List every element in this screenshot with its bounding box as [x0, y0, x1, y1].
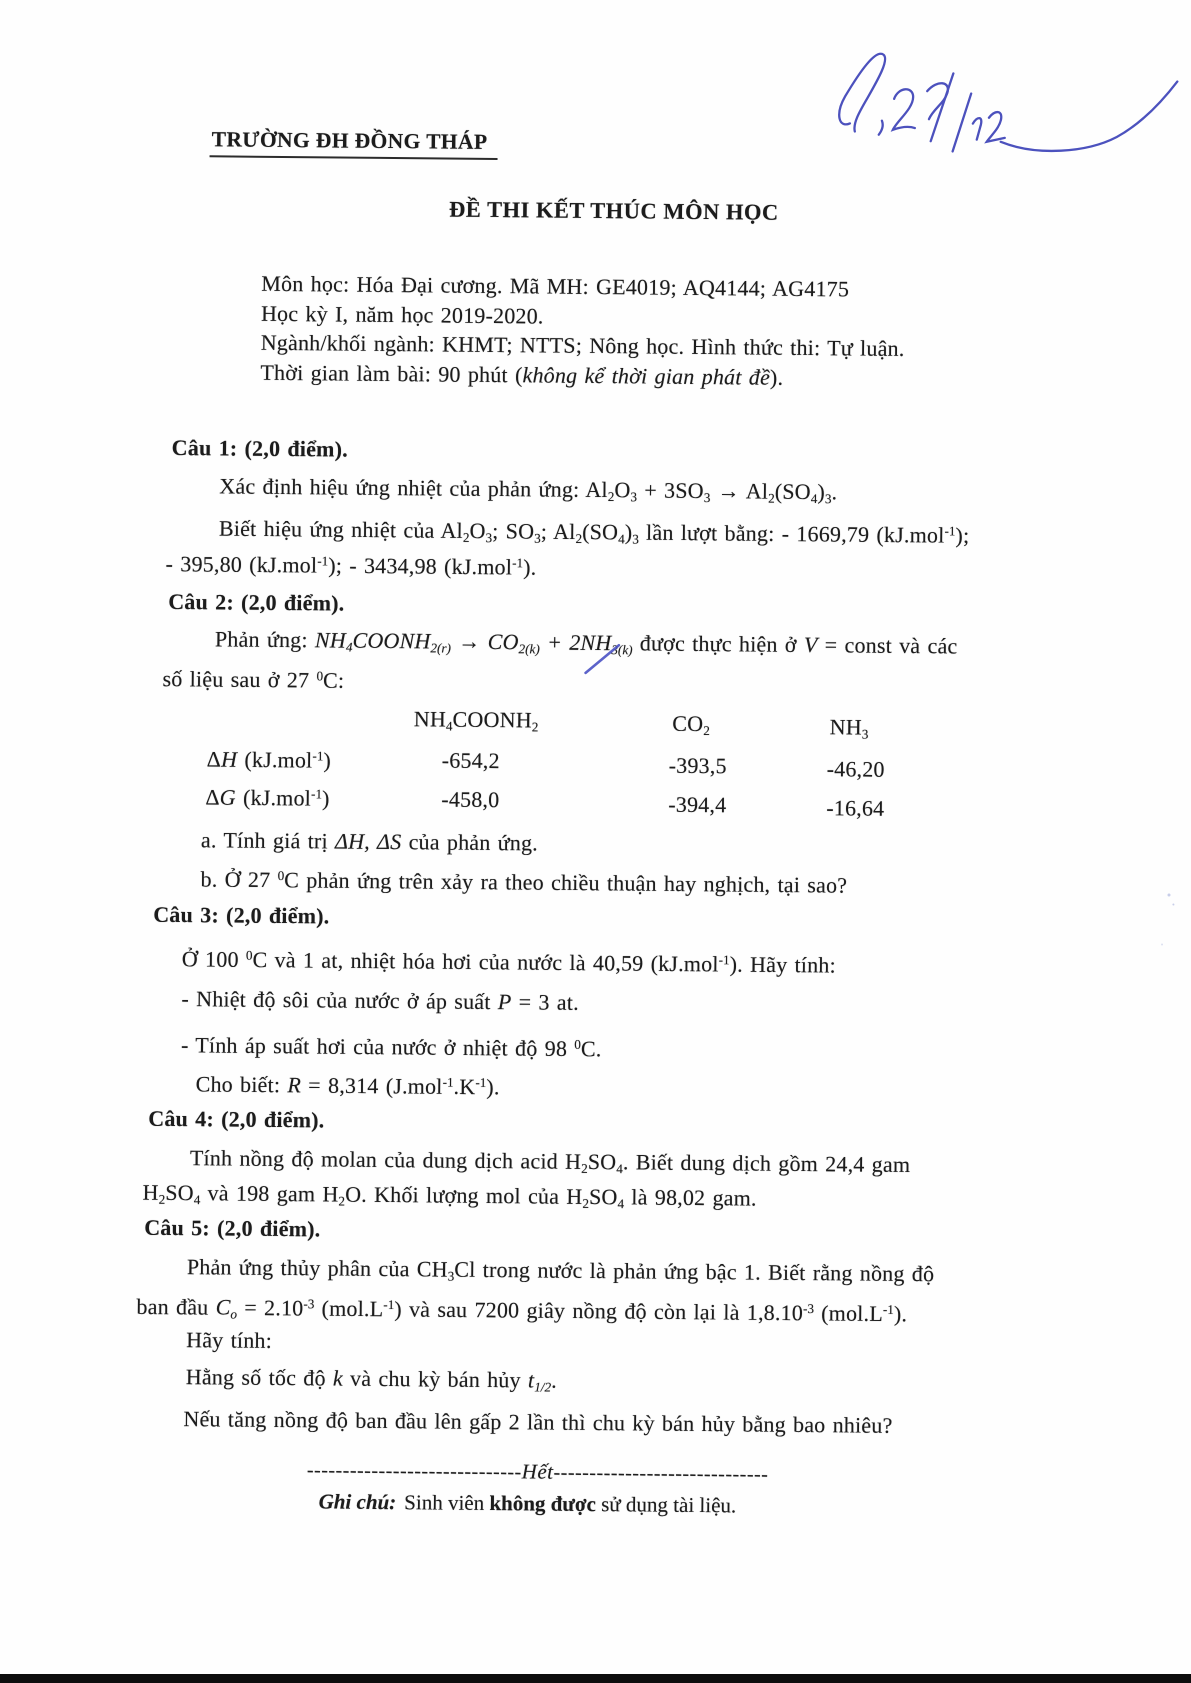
divider-dashes: ------------------------------ — [306, 1459, 522, 1484]
exam-title: ĐỀ THI KẾT THÚC MÔN HỌC — [448, 196, 779, 225]
school-name: TRƯỜNG ĐH ĐỒNG THÁP — [210, 127, 498, 160]
table-cell: -393,5 — [668, 752, 727, 779]
table-col-header: $NH_3$ — [829, 714, 869, 742]
signature-stroke — [987, 112, 1005, 142]
exam-note — [319, 1489, 737, 1518]
signature-stroke — [893, 89, 915, 130]
question-heading: Câu 2: (2,0 điểm). — [168, 588, 345, 616]
question-line: Ở 100 $^0$C và 1 at, nhiệt hóa hơi của nước là 40,59 (kJ.mol$^{-1}$). Hãy tính: — [181, 946, 836, 978]
info-line-subject: Môn học: Hóa Đại cương. Mã MH: GE4019; AQ4144; AG4175 — [261, 270, 850, 302]
table-cell: -458,0 — [441, 786, 500, 813]
question-line: - 395,80 (kJ.mol$^{-1}$); - 3434,98 (kJ.mol$^{-1}$). — [165, 551, 537, 580]
signature-stroke — [953, 93, 972, 151]
table-cell: -654,2 — [441, 747, 500, 774]
question-part-b: b. Ở 27 $^0$C phản ứng trên xảy ra theo chiều thuận hay nghịch, tại sao? — [200, 866, 848, 898]
question-line: Phản ứng thủy phân của $CH_3Cl$ trong nước là phản ứng bậc 1. Biết rằng nồng độ — [186, 1254, 935, 1287]
question-line: Hãy tính: — [186, 1327, 273, 1353]
end-divider — [307, 1457, 769, 1486]
question-line: Xác định hiệu ứng nhiệt của phản ứng: $Al_2O_3 + 3SO_3 \to Al_2(SO_4)_3$. — [219, 473, 838, 507]
table-cell: -16,64 — [826, 795, 885, 821]
table-row-label: ΔH (kJ.mol$^{-1}$) — [206, 746, 332, 773]
question-line: số liệu sau ở 27 $^0$C: — [162, 666, 345, 693]
divider-label: Hết — [521, 1459, 554, 1484]
table-col-header: $CO_2$ — [672, 710, 710, 739]
question-line: Hằng số tốc độ k và chu kỳ bán hủy $t_{1/2}$. — [185, 1364, 557, 1395]
ink-speck — [1172, 904, 1174, 906]
question-heading: Câu 5: (2,0 điểm). — [144, 1214, 321, 1242]
table-col-header: $NH_4COONH_2$ — [413, 706, 539, 735]
ink-speck — [1167, 893, 1170, 896]
table-row-label: ΔG (kJ.mol$^{-1}$) — [205, 784, 330, 811]
info-line-duration: Thời gian làm bài: 90 phút (không kể thời gian phát đề). — [260, 359, 784, 390]
info-line-semester: Học kỳ I, năm học 2019-2020. — [260, 300, 544, 328]
note-prefix: Ghi chú: — [318, 1489, 397, 1515]
question-line: Tính nồng độ molan của dung dịch acid $H_2SO_4$. Biết dung dịch gồm 24,4 gam — [189, 1145, 911, 1178]
question-part-a: a. Tính giá trị ΔH, ΔS của phản ứng. — [200, 827, 539, 856]
ink-speck — [1161, 943, 1163, 945]
table-cell: -394,4 — [668, 791, 727, 818]
info-line-major: Ngành/khối ngành: KHMT; NTTS; Nông học. Hình thức thi: Tự luận. — [260, 329, 905, 361]
question-line: $H_2SO_4$ và 198 gam $H_2O$. Khối lượng mol của $H_2SO_4$ là 98,02 gam. — [142, 1179, 757, 1212]
question-heading: Câu 4: (2,0 điểm). — [148, 1105, 325, 1133]
question-heading: Câu 3: (2,0 điểm). — [153, 901, 330, 929]
divider-dashes: ------------------------------ — [553, 1461, 769, 1486]
question-heading: Câu 1: (2,0 điểm). — [171, 434, 349, 462]
pen-slash-mark — [582, 640, 624, 678]
note-text: Sinh viên không được sử dụng tài liệu. — [404, 1490, 737, 1518]
signature-stroke — [879, 121, 883, 135]
table-cell: -46,20 — [826, 756, 885, 782]
handwritten-signature — [786, 28, 1187, 177]
question-line: ban đầu $C_o = 2.10^{-3}$ $(mol.L^{-1})$ và sau 7200 giây nồng độ còn lại là $1,8.10^{-3}$ $(mol.L^{-1})$. — [136, 1293, 908, 1327]
question-line: - Tính áp suất hơi của nước ở nhiệt độ 98 $^0$C. — [180, 1032, 602, 1062]
question-line: Phản ứng: $NH_4COONH_{2(r)} \to CO_{2(k)} + 2NH_{3(k)}$ được thực hiện ở V = const và các — [214, 626, 958, 659]
signature-stroke — [973, 118, 982, 140]
question-line: Nếu tăng nồng độ ban đầu lên gấp 2 lần thì chu kỳ bán hủy bằng bao nhiêu? — [183, 1406, 893, 1438]
question-line: Cho biết: R = 8,314 $(J.mol^{-1}.K^{-1})$. — [195, 1071, 500, 1100]
scan-edge-bar — [0, 1674, 1191, 1683]
exam-info-block — [260, 269, 905, 393]
question-line: Biết hiệu ứng nhiệt của $Al_2O_3$; $SO_3$; $Al_2(SO_4)_3$ lần lượt bằng: - 1669,79 (kJ.mol$^{-1}$); — [218, 515, 970, 548]
signature-stroke — [839, 53, 885, 131]
question-line: - Nhiệt độ sôi của nước ở áp suất P = 3 at. — [181, 986, 579, 1015]
signature-stroke — [1001, 80, 1178, 152]
